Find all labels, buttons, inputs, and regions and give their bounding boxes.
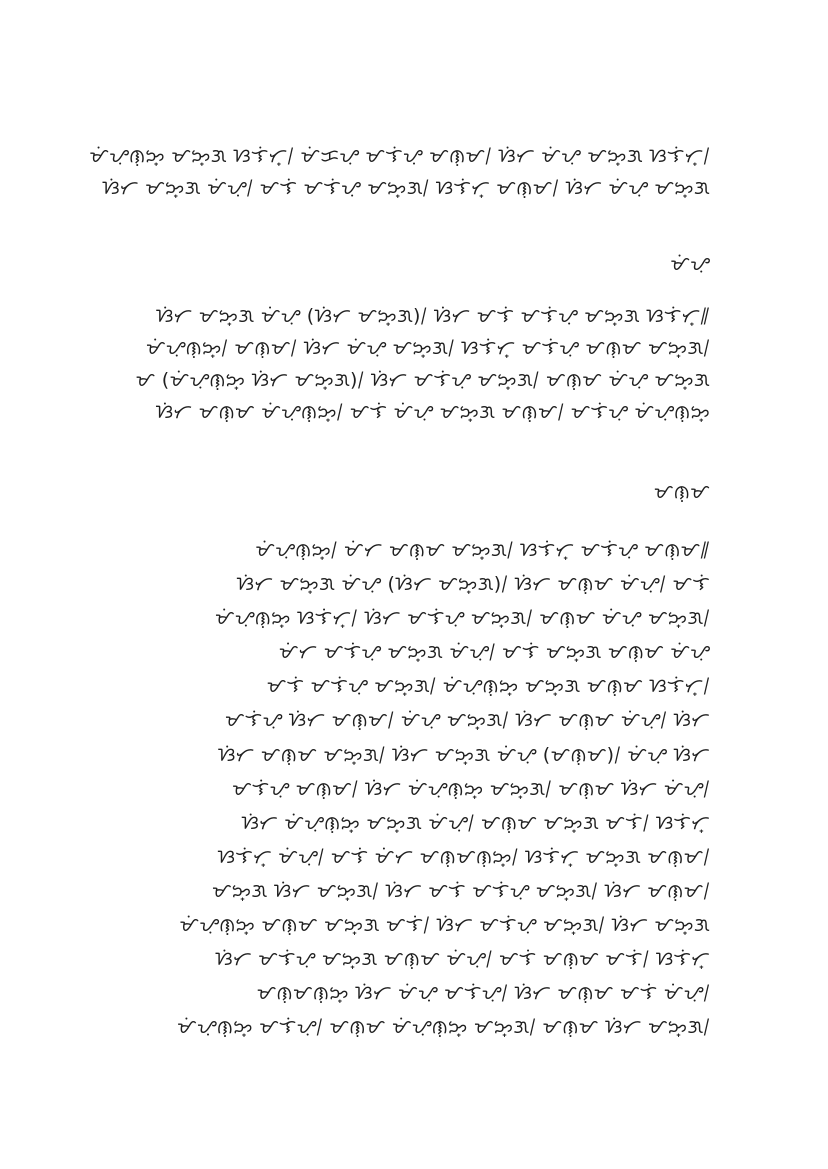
paragraph-3-line: ᜋᜈᜓᜋᜈᜓᜅ᜔ ᜐᜒᜆ ᜋᜒᜌᜓ ᜋᜎᜒᜌᜓ᜵ ᜐᜒᜆ ᜋᜈᜓᜋ ᜋᜎᜒ ᜋᜒᜌᜓ᜵	[256, 982, 710, 1005]
paragraph-3-line: ᜋᜅ᜔ᜄ ᜐᜒᜆ ᜋᜅ᜔ᜄ᜵ ᜐᜒᜆ ᜋᜎᜒ ᜋᜎᜒᜌᜓ ᜋᜅ᜔ᜄ᜵ ᜐᜒᜆ ᜋᜈᜓᜋ᜵	[211, 879, 710, 902]
paragraph-1-line: ᜋᜒᜌᜓᜈᜓᜅ᜔ ᜋᜅ᜔ᜄ ᜐᜎᜒᜆ᜔᜵ ᜋᜒᜃᜌᜓ ᜋᜎᜒᜌᜓ ᜋᜈᜓᜋ᜵ ᜐᜒᜆ ᜋᜒᜌᜓ ᜋᜅ᜔ᜄ ᜐᜎᜒᜆ᜔᜵	[89, 145, 710, 167]
paragraph-3-line: ᜋᜒᜌᜓᜈᜓᜅ᜔ ᜋᜈᜓᜋ ᜋᜅ᜔ᜄ ᜋᜎᜒ᜵ ᜐᜒᜆ ᜋᜎᜒᜌᜓ ᜋᜅ᜔ᜄ᜵ ᜐᜒᜆ ᜋᜅ᜔ᜄ	[179, 914, 710, 937]
paragraph-2-line: ᜋᜒᜌᜓᜈᜓᜅ᜔᜵ ᜋᜈᜓᜋ᜵ ᜐᜒᜆ ᜋᜒᜌᜓ ᜋᜅ᜔ᜄ᜵ ᜐᜎᜒᜆ᜔ ᜋᜎᜒᜌᜓ ᜋᜈᜓᜋ ᜋᜅ᜔ᜄ᜵	[145, 337, 710, 359]
paragraph-3-line: ᜋᜒᜌᜓᜈᜓᜅ᜔᜵ ᜋᜒᜆ ᜋᜈᜓᜋ ᜋᜅ᜔ᜄ᜵ ᜐᜎᜒᜆ᜔ ᜋᜎᜒᜌᜓ ᜋᜈᜓᜋ᜶	[255, 539, 710, 561]
paragraph-3-line: ᜐᜎᜒᜆ᜔ ᜋᜒᜌᜓ᜵ ᜋᜎᜒ ᜋᜒᜆ ᜋᜈᜓᜋᜈᜓᜅ᜔᜵ ᜐᜎᜒᜆ᜔ ᜋᜅ᜔ᜄ ᜋᜈᜓᜋ᜵	[217, 845, 710, 868]
paragraph-1-line: ᜐᜒᜆ ᜋᜅ᜔ᜄ ᜋᜒᜌᜓ᜵ ᜋᜎᜒ ᜋᜎᜒᜌᜓ ᜋᜅ᜔ᜄ᜵ ᜐᜎᜒᜆ᜔ ᜋᜈᜓᜋ᜵ ᜐᜒᜆ ᜋᜒᜌᜓ ᜋᜅ᜔ᜄ	[102, 177, 710, 199]
section-heading-1-text: ᜋᜒᜌᜓ	[670, 253, 710, 275]
paragraph-3-line: ᜋᜒᜌᜓᜈᜓᜅ᜔ ᜋᜎᜒᜌᜓ᜵ ᜋᜈᜓᜋ ᜋᜒᜌᜓᜈᜓᜅ᜔ ᜋᜅ᜔ᜄ᜵ ᜋᜈᜓᜋ ᜐᜒᜆ ᜋᜅ᜔ᜄ᜵	[177, 1016, 710, 1039]
section-heading-2	[654, 476, 710, 508]
paragraph-3-line: ᜋᜎᜒ ᜋᜎᜒᜌᜓ ᜋᜅ᜔ᜄ᜵ ᜋᜒᜌᜓᜈᜓᜅ᜔ ᜋᜅ᜔ᜄ ᜋᜈᜓᜋ ᜐᜎᜒᜆ᜔᜵	[266, 675, 710, 698]
paragraph-3	[177, 533, 710, 1044]
paragraph-2-line: ᜐᜒᜆ ᜋᜅ᜔ᜄ ᜋᜒᜌᜓ (ᜐᜒᜆ ᜋᜅ᜔ᜄ)᜵ ᜐᜒᜆ ᜋᜎᜒ ᜋᜎᜒᜌᜓ ᜋᜅ᜔ᜄ ᜐᜎᜒᜆ᜔᜶	[155, 305, 710, 327]
paragraph-3-line: ᜋᜒᜆ ᜋᜎᜒᜌᜓ ᜋᜅ᜔ᜄ ᜋᜒᜌᜓ᜵ ᜋᜎᜒ ᜋᜅ᜔ᜄ ᜋᜈᜓᜋ ᜋᜒᜌᜓ	[278, 641, 710, 664]
paragraph-3-line: ᜋᜒᜌᜓᜈᜓᜅ᜔ ᜐᜎᜒᜆ᜔᜵ ᜐᜒᜆ ᜋᜎᜒᜌᜓ ᜋᜅ᜔ᜄ᜵ ᜋᜈᜓᜋ ᜋᜒᜌᜓ ᜋᜅ᜔ᜄ᜵	[214, 607, 710, 630]
paragraph-3-line: ᜐᜒᜆ ᜋᜒᜌᜓᜈᜓᜅ᜔ ᜋᜅ᜔ᜄ ᜋᜒᜌᜓ᜵ ᜋᜈᜓᜋ ᜋᜅ᜔ᜄ ᜋᜎᜒ᜵ ᜐᜎᜒᜆ᜔	[241, 811, 710, 834]
paragraph-1	[89, 140, 710, 204]
section-heading-2-text: ᜋᜈᜓᜋ	[653, 481, 710, 503]
paragraph-3-line: ᜐᜒᜆ ᜋᜎᜒᜌᜓ ᜋᜅ᜔ᜄ ᜋᜈᜓᜋ ᜋᜒᜌᜓ᜵ ᜋᜎᜒ ᜋᜈᜓᜋ ᜋᜎᜒ᜵ ᜐᜎᜒᜆ᜔	[215, 948, 710, 971]
paragraph-2	[136, 300, 710, 428]
paragraph-2-line: ᜐᜒᜆ ᜋᜈᜓᜋ ᜋᜒᜌᜓᜈᜓᜅ᜔᜵ ᜋᜎᜒ ᜋᜒᜌᜓ ᜋᜅ᜔ᜄ ᜋᜈᜓᜋ᜵ ᜋᜎᜒᜌᜓ ᜋᜒᜌᜓᜈᜓᜅ᜔	[155, 401, 710, 423]
paragraph-3-line: ᜐᜒᜆ ᜋᜈᜓᜋ ᜋᜅ᜔ᜄ᜵ ᜐᜒᜆ ᜋᜅ᜔ᜄ ᜋᜒᜌᜓ (ᜋᜈᜓᜋ)᜵ ᜋᜒᜌᜓ ᜐᜒᜆ	[217, 743, 710, 766]
paragraph-2-line: ᜋ (ᜋᜒᜌᜓᜈᜓᜅ᜔ ᜐᜒᜆ ᜋᜅ᜔ᜄ)᜵ ᜐᜒᜆ ᜋᜎᜒᜌᜓ ᜋᜅ᜔ᜄ᜵ ᜋᜈᜓᜋ ᜋᜒᜌᜓ ᜋᜅ᜔ᜄ	[135, 369, 710, 391]
paragraph-3-line: ᜋᜎᜒᜌᜓ ᜐᜒᜆ ᜋᜈᜓᜋ᜵ ᜋᜒᜌᜓ ᜋᜅ᜔ᜄ᜵ ᜐᜒᜆ ᜋᜈᜓᜋ ᜋᜒᜌᜓ᜵ ᜐᜒᜆ	[224, 709, 710, 732]
section-heading-1	[670, 248, 710, 280]
paragraph-3-line: ᜐᜒᜆ ᜋᜅ᜔ᜄ ᜋᜒᜌᜓ (ᜐᜒᜆ ᜋᜅ᜔ᜄ)᜵ ᜐᜒᜆ ᜋᜈᜓᜋ ᜋᜒᜌᜓ᜵ ᜋᜎᜒ	[236, 573, 710, 596]
paragraph-3-line: ᜋᜎᜒᜌᜓ ᜋᜈᜓᜋ᜵ ᜐᜒᜆ ᜋᜒᜌᜓᜈᜓᜅ᜔ ᜋᜅ᜔ᜄ᜵ ᜋᜈᜓᜋ ᜐᜒᜆ ᜋᜒᜌᜓ᜵	[231, 777, 710, 800]
